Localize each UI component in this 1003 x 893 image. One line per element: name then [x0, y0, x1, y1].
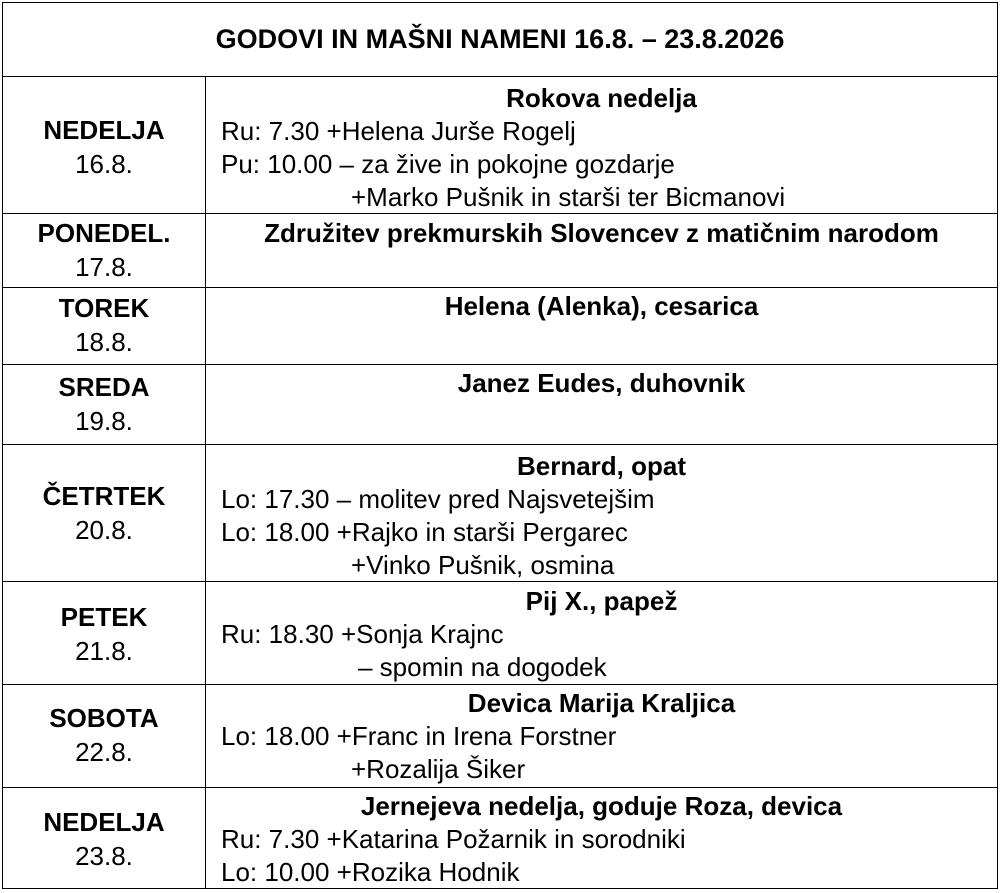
day-cell: [3, 365, 206, 444]
info-cell: [206, 445, 997, 581]
info-cell: [206, 582, 997, 684]
page-title: GODOVI IN MAŠNI NAMENI 16.8. – 23.8.2026: [215, 24, 785, 54]
day-date: 17.8.: [75, 252, 133, 282]
mass-line: Ru: 18.30 +Sonja Krajnc: [221, 619, 504, 649]
day-name: SOBOTA: [49, 703, 159, 733]
day-row: [3, 582, 997, 685]
day-name: PONEDEL.: [37, 218, 171, 248]
day-name: NEDELJA: [43, 115, 165, 145]
info-cell: [206, 288, 997, 364]
day-date: 21.8.: [75, 636, 133, 666]
mass-line: +Marko Pušnik in starši ter Bicmanovi: [351, 182, 786, 212]
mass-line: Lo: 17.30 – molitev pred Najsvetejšim: [221, 484, 655, 514]
day-cell: [3, 582, 206, 684]
day-name: ČETRTEK: [42, 481, 166, 511]
info-cell: [206, 214, 997, 287]
day-row: [3, 685, 997, 788]
mass-line: Lo: 18.00 +Rajko in starši Pergarec: [221, 517, 628, 547]
info-cell: [206, 788, 997, 888]
day-cell: [3, 788, 206, 888]
feast-name: Pij X., papež: [525, 586, 678, 616]
info-cell: [206, 77, 997, 213]
day-row: [3, 214, 997, 288]
day-date: 16.8.: [75, 149, 133, 179]
day-date: 23.8.: [75, 841, 133, 871]
day-date: 20.8.: [75, 515, 133, 545]
day-cell: [3, 445, 206, 581]
mass-line: +Vinko Pušnik, osmina: [351, 550, 615, 580]
day-row: [3, 365, 997, 445]
day-row: [3, 788, 997, 888]
feast-name: Rokova nedelja: [506, 83, 697, 113]
mass-line: – spomin na dogodek: [358, 652, 607, 682]
day-name: PETEK: [60, 602, 148, 632]
feast-name: Združitev prekmurskih Slovencev z matičnim narodom: [264, 218, 939, 248]
info-cell: [206, 365, 997, 444]
day-date: 22.8.: [75, 737, 133, 767]
day-row: [3, 77, 997, 214]
feast-name: Bernard, opat: [516, 451, 687, 481]
mass-line: Ru: 7.30 +Helena Jurše Rogelj: [221, 116, 576, 146]
day-date: 18.8.: [75, 327, 133, 357]
day-date: 19.8.: [75, 406, 133, 436]
mass-line: Pu: 10.00 – za žive in pokojne gozdarje: [221, 149, 675, 179]
day-row: [3, 288, 997, 365]
feast-name: Jernejeva nedelja, goduje Roza, devica: [360, 791, 843, 821]
feast-name: Helena (Alenka), cesarica: [444, 291, 759, 321]
day-cell: [3, 288, 206, 364]
mass-line: +Rozalija Šiker: [351, 754, 526, 784]
day-name: NEDELJA: [43, 807, 165, 837]
info-cell: [206, 685, 997, 787]
day-cell: [3, 77, 206, 213]
day-name: SREDA: [58, 372, 150, 402]
feast-name: Janez Eudes, duhovnik: [457, 368, 746, 398]
feast-name: Devica Marija Kraljica: [467, 688, 736, 718]
title-row: [3, 3, 997, 77]
day-name: TOREK: [58, 293, 150, 323]
mass-line: Lo: 18.00 +Franc in Irena Forstner: [221, 721, 617, 751]
mass-line: Lo: 10.00 +Rozika Hodnik: [221, 857, 520, 887]
day-row: [3, 445, 997, 582]
day-cell: [3, 214, 206, 287]
day-cell: [3, 685, 206, 787]
mass-line: Ru: 7.30 +Katarina Požarnik in sorodniki: [221, 824, 686, 854]
schedule-table: [2, 2, 998, 889]
